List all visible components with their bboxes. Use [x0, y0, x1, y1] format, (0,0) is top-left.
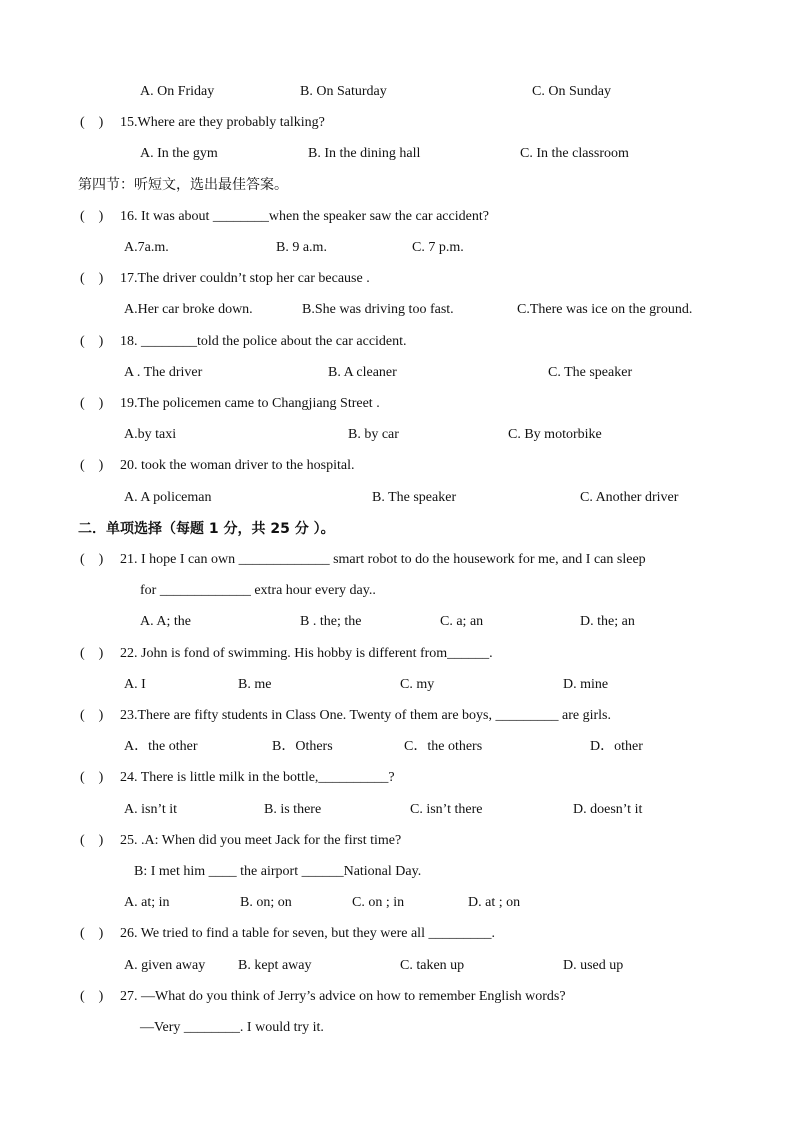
- q23-option-c: C．the others: [404, 739, 483, 754]
- q15-option-c: C. In the classroom: [520, 146, 629, 161]
- q17-question: 17.The driver couldn’t stop her car because .: [120, 271, 370, 286]
- q25-question-cont: B: I met him ____ the airport ______National Day.: [134, 864, 422, 879]
- q26-option-a: A. given away: [124, 958, 206, 973]
- q23-option-d: D．other: [590, 739, 643, 754]
- q16-option-a: A.7a.m.: [124, 240, 169, 255]
- q19-option-a: A.by taxi: [124, 427, 177, 442]
- q18-question: 18. ________told the police about the car accident.: [120, 334, 407, 349]
- q19-option-b: B. by car: [348, 427, 399, 442]
- q24-option-c: C. isn’t there: [410, 802, 483, 817]
- q25-option-c: C. on ; in: [352, 895, 405, 910]
- q16-option-b: B. 9 a.m.: [276, 240, 327, 255]
- q19-answer-paren: ( ): [80, 396, 104, 411]
- q21-option-b: B . the; the: [300, 614, 362, 629]
- q22-option-b: B. me: [238, 677, 272, 692]
- q15-answer-paren: ( ): [80, 115, 104, 130]
- q24-option-a: A. isn’t it: [124, 802, 178, 817]
- q26-answer-paren: ( ): [80, 926, 104, 941]
- q23-option-b: B．Others: [272, 739, 333, 754]
- q22-option-d: D. mine: [563, 677, 609, 692]
- q14-option-b: B. On Saturday: [300, 84, 387, 99]
- q15-option-a: A. In the gym: [140, 146, 218, 161]
- q16-answer-paren: ( ): [80, 209, 104, 224]
- q17-answer-paren: ( ): [80, 271, 104, 286]
- q20-option-a: A. A policeman: [124, 490, 212, 505]
- q21-question-cont: for _____________ extra hour every day..: [140, 583, 376, 598]
- q18-option-a: A . The driver: [124, 365, 203, 380]
- q21-option-c: C. a; an: [440, 614, 484, 629]
- q18-answer-paren: ( ): [80, 334, 104, 349]
- q26-option-c: C. taken up: [400, 958, 465, 973]
- q14-option-a: A. On Friday: [140, 84, 215, 99]
- q26-question: 26. We tried to find a table for seven, but they were all _________.: [120, 926, 495, 941]
- q25-option-d: D. at ; on: [468, 895, 521, 910]
- q24-option-b: B. is there: [264, 802, 322, 817]
- q23-answer-paren: ( ): [80, 708, 104, 723]
- q25-option-a: A. at; in: [124, 895, 170, 910]
- q27-question: 27. —What do you think of Jerry’s advice on how to remember English words?: [120, 989, 566, 1004]
- q26-option-b: B. kept away: [238, 958, 312, 973]
- q22-answer-paren: ( ): [80, 646, 104, 661]
- q19-question: 19.The policemen came to Changjiang Street .: [120, 396, 380, 411]
- section4-title: 第四节：听短文，选出最佳答案。: [78, 177, 288, 193]
- q19-option-c: C. By motorbike: [508, 427, 602, 442]
- q16-question: 16. It was about ________when the speaker saw the car accident?: [120, 209, 489, 224]
- q21-option-a: A. A; the: [140, 614, 191, 629]
- part2-title: 二．单项选择（每题 1 分，共 25 分 ）。: [78, 521, 335, 537]
- q24-option-d: D. doesn’t it: [573, 802, 643, 817]
- q18-option-b: B. A cleaner: [328, 365, 397, 380]
- q22-option-c: C. my: [400, 677, 435, 692]
- q23-question: 23.There are fifty students in Class One. Twenty of them are boys, _________ are girls.: [120, 708, 611, 723]
- q25-option-b: B. on; on: [240, 895, 292, 910]
- q25-answer-paren: ( ): [80, 833, 104, 848]
- q20-option-c: C. Another driver: [580, 490, 679, 505]
- q25-question: 25. .A: When did you meet Jack for the first time?: [120, 833, 402, 848]
- q17-option-c: C.There was ice on the ground.: [517, 302, 693, 317]
- q24-answer-paren: ( ): [80, 770, 104, 785]
- q15-option-b: B. In the dining hall: [308, 146, 421, 161]
- q17-option-a: A.Her car broke down.: [124, 302, 253, 317]
- q22-option-a: A. I: [124, 677, 146, 692]
- q18-option-c: C. The speaker: [548, 365, 633, 380]
- q14-option-c: C. On Sunday: [532, 84, 611, 99]
- q21-question: 21. I hope I can own _____________ smart robot to do the housework for me, and I can sleep: [120, 552, 646, 567]
- q16-option-c: C. 7 p.m.: [412, 240, 464, 255]
- q17-option-b: B.She was driving too fast.: [302, 302, 454, 317]
- q21-option-d: D. the; an: [580, 614, 635, 629]
- q20-answer-paren: ( ): [80, 458, 104, 473]
- q21-answer-paren: ( ): [80, 552, 104, 567]
- q15-question: 15.Where are they probably talking?: [120, 115, 325, 130]
- q22-question: 22. John is fond of swimming. His hobby is different from______.: [120, 646, 493, 661]
- q27-question-cont: —Very ________. I would try it.: [140, 1020, 324, 1035]
- q20-question: 20. took the woman driver to the hospital.: [120, 458, 355, 473]
- q27-answer-paren: ( ): [80, 989, 104, 1004]
- q20-option-b: B. The speaker: [372, 490, 457, 505]
- q23-option-a: A．the other: [124, 739, 198, 754]
- q24-question: 24. There is little milk in the bottle,__________?: [120, 770, 395, 785]
- q26-option-d: D. used up: [563, 958, 624, 973]
